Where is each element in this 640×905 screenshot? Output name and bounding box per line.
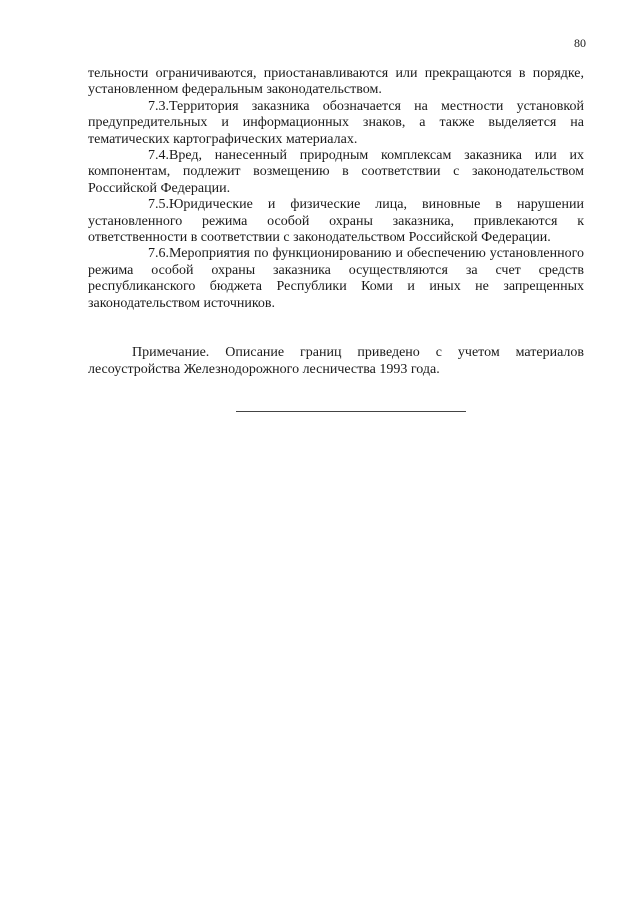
paragraph-continuation bbox=[88, 66, 584, 99]
paragraph-number: 7.6. bbox=[148, 246, 169, 262]
paragraph-number: 7.4. bbox=[148, 148, 169, 164]
paragraph-7-5 bbox=[88, 197, 584, 246]
note-paragraph bbox=[88, 345, 584, 378]
paragraph-text: Юридические и физические лица, виновные в нарушении установленного режима особой охраны заказника, привлекаются к ответственности в соответствии с законодательством Российской Федерации. bbox=[88, 197, 584, 246]
paragraph-7-4 bbox=[88, 148, 584, 197]
paragraph-text: Территория заказника обозначается на местности установкой предупредительных и информационных знаков, а также выделяется на тематических картографических материалах. bbox=[88, 98, 584, 147]
note-text: Примечание. Описание границ приведено с учетом материалов лесоустройства Железнодорожного лесничества 1993 года. bbox=[88, 345, 584, 377]
document-body bbox=[88, 66, 584, 378]
page-number: 80 bbox=[574, 36, 586, 50]
paragraph-7-3 bbox=[88, 99, 584, 148]
paragraph-7-6 bbox=[88, 246, 584, 312]
paragraph-text: Мероприятия по функционированию и обеспечению установленного режима особой охраны заказника осуществляются за счет средств республиканского бюджета Республики Коми и иных не запрещенных законодательством источников. bbox=[88, 246, 584, 311]
end-divider-line bbox=[236, 411, 466, 412]
paragraph-text: Вред, нанесенный природным комплексам заказника или их компонентам, подлежит возмещению в соответствии с законодательством Российской Федерации. bbox=[88, 148, 584, 196]
paragraph-number: 7.3. bbox=[148, 98, 169, 114]
paragraph-number: 7.5. bbox=[148, 197, 169, 213]
paragraph-text: тельности ограничиваются, приостанавливаются или прекращаются в порядке, установленном федеральным законодательством. bbox=[88, 66, 584, 98]
